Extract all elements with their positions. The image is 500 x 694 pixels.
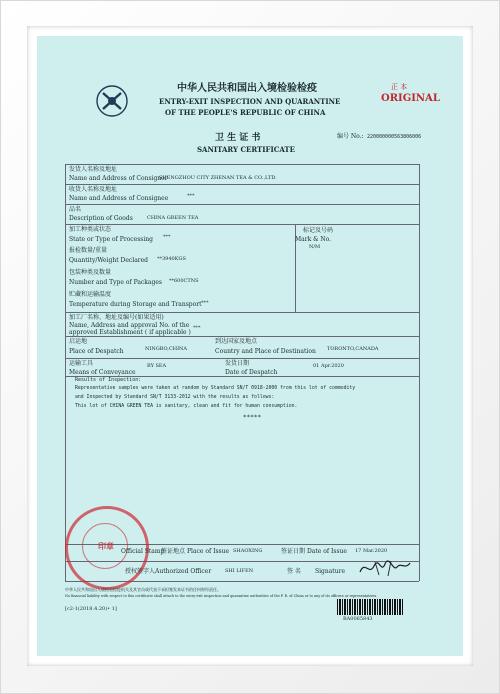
rule-left [65, 164, 66, 581]
issue-date-label-en: Date of Issue [307, 548, 347, 555]
rule [65, 336, 419, 337]
consignee-value: *** [187, 193, 195, 199]
processing-label-cn: 加工种类或状态 [69, 226, 112, 233]
plant-label-en-2: approved Establishment ( if applicable ) [69, 329, 191, 336]
original-en: ORIGINAL [381, 93, 440, 104]
despatch-date-label-cn: 发货日期 [225, 360, 250, 367]
quantity-label-en: Quantity/Weight Declared [69, 257, 149, 264]
goods-label-en: Description of Goods [69, 215, 133, 222]
disclaimer-en: No financial liability with respect to this certificate shall attach to the entry-exit inspection and quarantine authorities of the P. R. of China or to any of its officers or representatives. [65, 594, 378, 598]
results-line-2: and Inspected by Standard SN/T 3133-2012 with the results as follows: [75, 395, 275, 400]
results-line-1: Representative samples were taken at random by Standard SN/T 0918-2000 from this lot of commodity [75, 386, 356, 391]
destination-label-cn: 到达国家及地点 [215, 338, 258, 345]
disclaimer-cn: 中华人民共和国出入境检验检疫机关及其官员或代表不承担签发本证书的任何财经责任。 [65, 587, 221, 592]
processing-label-en: State or Type of Processing [69, 236, 153, 243]
plant-label-cn: 加工厂名称、地址及编号(如果适用) [69, 314, 164, 321]
quantity-label-cn: 报检数量/重量 [69, 247, 108, 254]
destination-label-en: Country and Place of Destination [215, 348, 316, 355]
issue-date-label-cn: 签证日期 [281, 548, 306, 555]
original-cn: 正 本 [391, 83, 408, 91]
issue-place-value: SHAOXING [233, 548, 263, 554]
despatch-place-value: NINGBO,CHINA [145, 346, 188, 352]
stamp-label: 印章 [98, 541, 114, 551]
packages-value: **600CTNS [169, 278, 199, 284]
consignor-label-cn: 发货人名称及地址 [69, 166, 118, 173]
consignor-value: SHENGZHOU CITY ZHENAN TEA & CO.,LTD. [159, 175, 277, 181]
cert-no-label: 编号 No.: [337, 133, 364, 140]
rule [65, 358, 419, 359]
rule [65, 204, 419, 205]
marks-value: N/M [309, 244, 321, 250]
officer-value: SHI LIFEN [225, 568, 254, 574]
marks-label-en: Mark & No. [295, 236, 332, 243]
results-stars: ***** [243, 414, 262, 421]
title-en-2: OF THE PEOPLE'S REPUBLIC OF CHINA [165, 108, 326, 117]
rule [65, 224, 419, 225]
cert-no-value: 220000000563806006 [367, 134, 422, 140]
destination-value: TORONTO,CANADA [327, 346, 379, 352]
handwritten-signature [357, 558, 413, 578]
rule-top [65, 164, 419, 165]
conveyance-value: BY SEA [147, 363, 167, 369]
rule [65, 184, 419, 185]
packages-label-cn: 包装种类及数量 [69, 269, 112, 276]
despatch-place-label-en: Place of Despatch [69, 348, 124, 355]
consignor-label-en: Name and Address of Consignor [69, 175, 168, 182]
barcode [337, 599, 403, 615]
packages-label-en: Number and Type of Packages [69, 279, 162, 286]
certificate-document [37, 36, 463, 656]
title-cn: 中华人民共和国出入境检验检疫 [177, 83, 317, 94]
barcode-number: BA0065843 [343, 616, 373, 622]
storage-value: *** [201, 300, 209, 306]
storage-label-en: Temperature during Storage and Transport [69, 301, 202, 308]
rule-right [419, 164, 420, 581]
issue-place-label-en: Place of Issue [187, 548, 230, 555]
despatch-date-value: 01 Apr.2020 [313, 363, 344, 369]
processing-value: *** [163, 234, 171, 240]
rule [65, 312, 419, 313]
results-line-3: This lot of CHINA GREEN TEA is sanitary, clean and fit for human consumption. [75, 404, 298, 409]
issue-place-label-cn: 签证地点 [161, 548, 186, 555]
despatch-place-label-cn: 启运地 [69, 338, 88, 345]
issue-date-value: 17 Mar.2020 [355, 548, 388, 554]
certificate-title-cn: 卫 生 证 书 [215, 133, 261, 143]
consignee-label-en: Name and Address of Consignee [69, 195, 169, 202]
quantity-value: **3940KGS [157, 256, 186, 262]
conveyance-label-en: Means of Conveyance [69, 369, 136, 376]
plant-value: *** [193, 325, 201, 331]
officer-label-en: Authorized Officer [155, 568, 212, 575]
inspection-emblem-icon [95, 84, 129, 118]
signature-label-cn: 签 名 [287, 568, 301, 575]
officer-label-cn: 授权签字人 [125, 568, 156, 575]
certificate-title-en: SANITARY CERTIFICATE [197, 145, 295, 154]
despatch-date-label-en: Date of Despatch [225, 369, 278, 376]
goods-label-cn: 品名 [69, 206, 82, 213]
results-heading: Results of Inspection: [75, 377, 142, 383]
marks-label-cn: 标记及号码 [303, 227, 334, 234]
title-en-1: ENTRY-EXIT INSPECTION AND QUARANTINE [159, 97, 341, 106]
conveyance-label-cn: 运输工具 [69, 360, 94, 367]
plant-label-en-1: Name, Address and approval No. of the [69, 322, 190, 329]
storage-label-cn: 贮藏和运输温度 [69, 291, 112, 298]
form-code: [c2-1(2018.4.20)• 1] [65, 606, 117, 612]
consignee-label-cn: 收货人名称及地址 [69, 186, 118, 193]
stamp-label-en: Official Stamp [121, 548, 165, 555]
goods-value: CHINA GREEN TEA [147, 215, 199, 221]
signature-label-en: Signature [315, 568, 346, 575]
